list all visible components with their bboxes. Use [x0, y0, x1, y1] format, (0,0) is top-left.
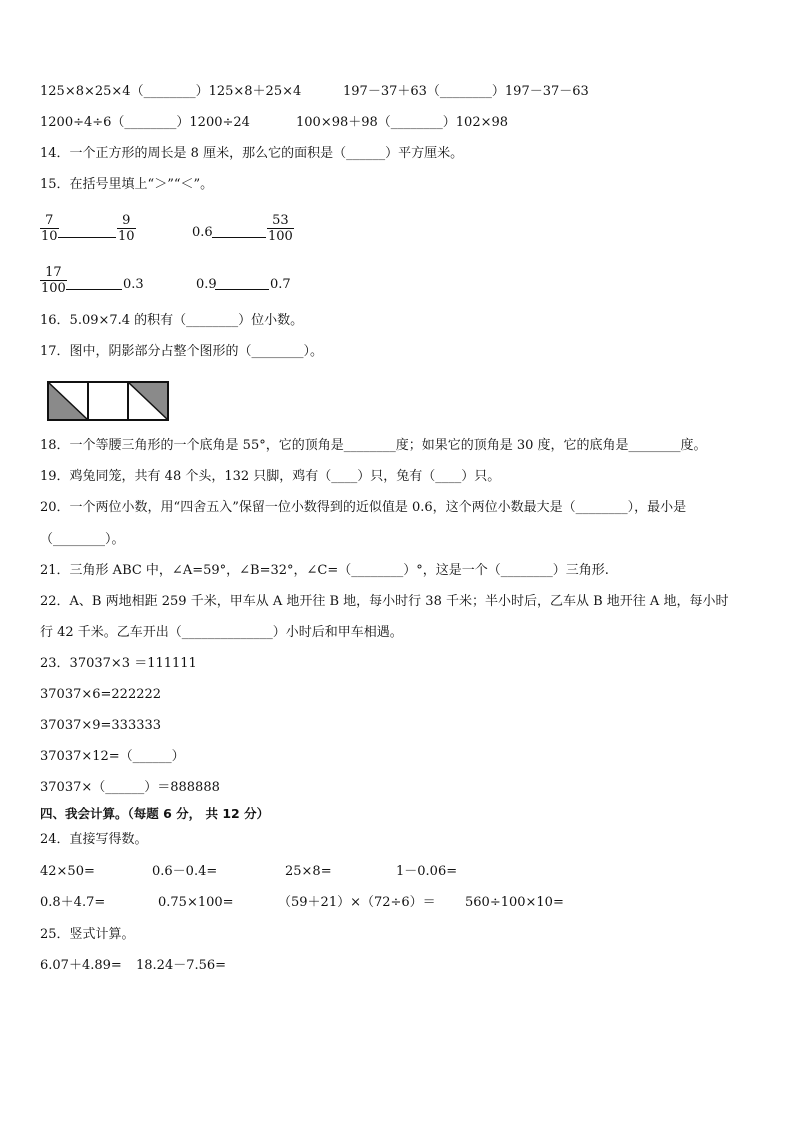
question-20-line-2: （________）。 [40, 532, 125, 547]
q13-item-2: 197－37＋63（________）197－37－63 [343, 84, 589, 99]
calc-item: 560÷100×10= [465, 895, 564, 910]
q13-item-1: 125×8×25×4（________）125×8＋25×4 [40, 84, 302, 99]
fraction-9-10 [117, 213, 136, 244]
answer-blank[interactable] [212, 237, 266, 238]
column-calc-item: 6.07＋4.89= [40, 958, 122, 973]
question-23-line-2: 37037×6=222222 [40, 687, 162, 702]
question-23-line-5: 37037×（______）＝888888 [40, 780, 220, 795]
section-4-heading: 四、我会计算。（每题 6 分， 共 12 分） [40, 806, 270, 821]
question-19: 19．鸡兔同笼，共有 48 个头，132 只脚，鸡有（____）只，兔有（____）只。 [40, 469, 501, 484]
q13-item-3: 1200÷4÷6（________）1200÷24 [40, 115, 250, 130]
q13-item-4: 100×98＋98（________）102×98 [296, 115, 509, 130]
decimal-0-9: 0.9 [196, 277, 217, 292]
question-23-line-1: 23．37037×3 ＝111111 [40, 656, 197, 671]
question-21: 21．三角形 ABC 中，∠A=59°，∠B=32°，∠C=（________）°，这是一个（________）三角形. [40, 563, 609, 578]
calc-item: 0.6－0.4= [152, 864, 218, 879]
fraction-17-100 [40, 265, 67, 296]
fraction-7-10 [40, 213, 59, 244]
calc-item: （59＋21）×（72÷6）＝ [278, 895, 436, 910]
fraction-denominator: 10 [41, 229, 58, 244]
question-18: 18．一个等腰三角形的一个底角是 55°，它的顶角是________度；如果它的顶角是 30 度，它的底角是________度。 [40, 438, 707, 453]
decimal-0-3: 0.3 [123, 277, 144, 292]
decimal-0-7: 0.7 [270, 277, 291, 292]
decimal-0-6: 0.6 [192, 225, 213, 240]
fraction-numerator: 17 [45, 265, 62, 280]
question-20-line-1: 20．一个两位小数，用“四舍五入”保留一位小数得到的近似值是 0.6，这个两位小数最大是（________），最小是 [40, 500, 687, 515]
shaded-figure [46, 380, 170, 422]
question-24-title: 24．直接写得数。 [40, 832, 148, 847]
answer-blank[interactable] [58, 237, 116, 238]
question-22-line-2: 行 42 千米。乙车开出（______________）小时后和甲车相遇。 [40, 625, 403, 640]
question-17: 17．图中，阴影部分占整个图形的（________）。 [40, 344, 324, 359]
calc-item: 0.75×100= [158, 895, 234, 910]
question-22-line-1: 22．A、B 两地相距 259 千米，甲车从 A 地开往 B 地，每小时行 38 千米；半小时后，乙车从 B 地开往 A 地，每小时 [40, 594, 729, 609]
question-23-line-4: 37037×12=（______） [40, 749, 185, 764]
fraction-numerator: 9 [122, 213, 131, 228]
answer-blank[interactable] [66, 289, 122, 290]
calc-item: 1－0.06= [396, 864, 458, 879]
question-15-title: 15．在括号里填上“＞”“＜”。 [40, 177, 214, 192]
answer-blank[interactable] [215, 289, 269, 290]
fraction-numerator: 53 [272, 213, 289, 228]
question-14: 14．一个正方形的周长是 8 厘米，那么它的面积是（______）平方厘米。 [40, 146, 464, 161]
fraction-denominator: 100 [41, 281, 66, 296]
question-25-title: 25．竖式计算。 [40, 927, 135, 942]
fraction-denominator: 100 [268, 229, 293, 244]
calc-item: 25×8= [285, 864, 332, 879]
calc-item: 0.8＋4.7= [40, 895, 106, 910]
fraction-numerator: 7 [45, 213, 54, 228]
question-16: 16．5.09×7.4 的积有（________）位小数。 [40, 313, 304, 328]
question-23-line-3: 37037×9=333333 [40, 718, 162, 733]
fraction-denominator: 10 [118, 229, 135, 244]
column-calc-item: 18.24－7.56= [136, 958, 227, 973]
calc-item: 42×50= [40, 864, 95, 879]
fraction-53-100 [267, 213, 294, 244]
